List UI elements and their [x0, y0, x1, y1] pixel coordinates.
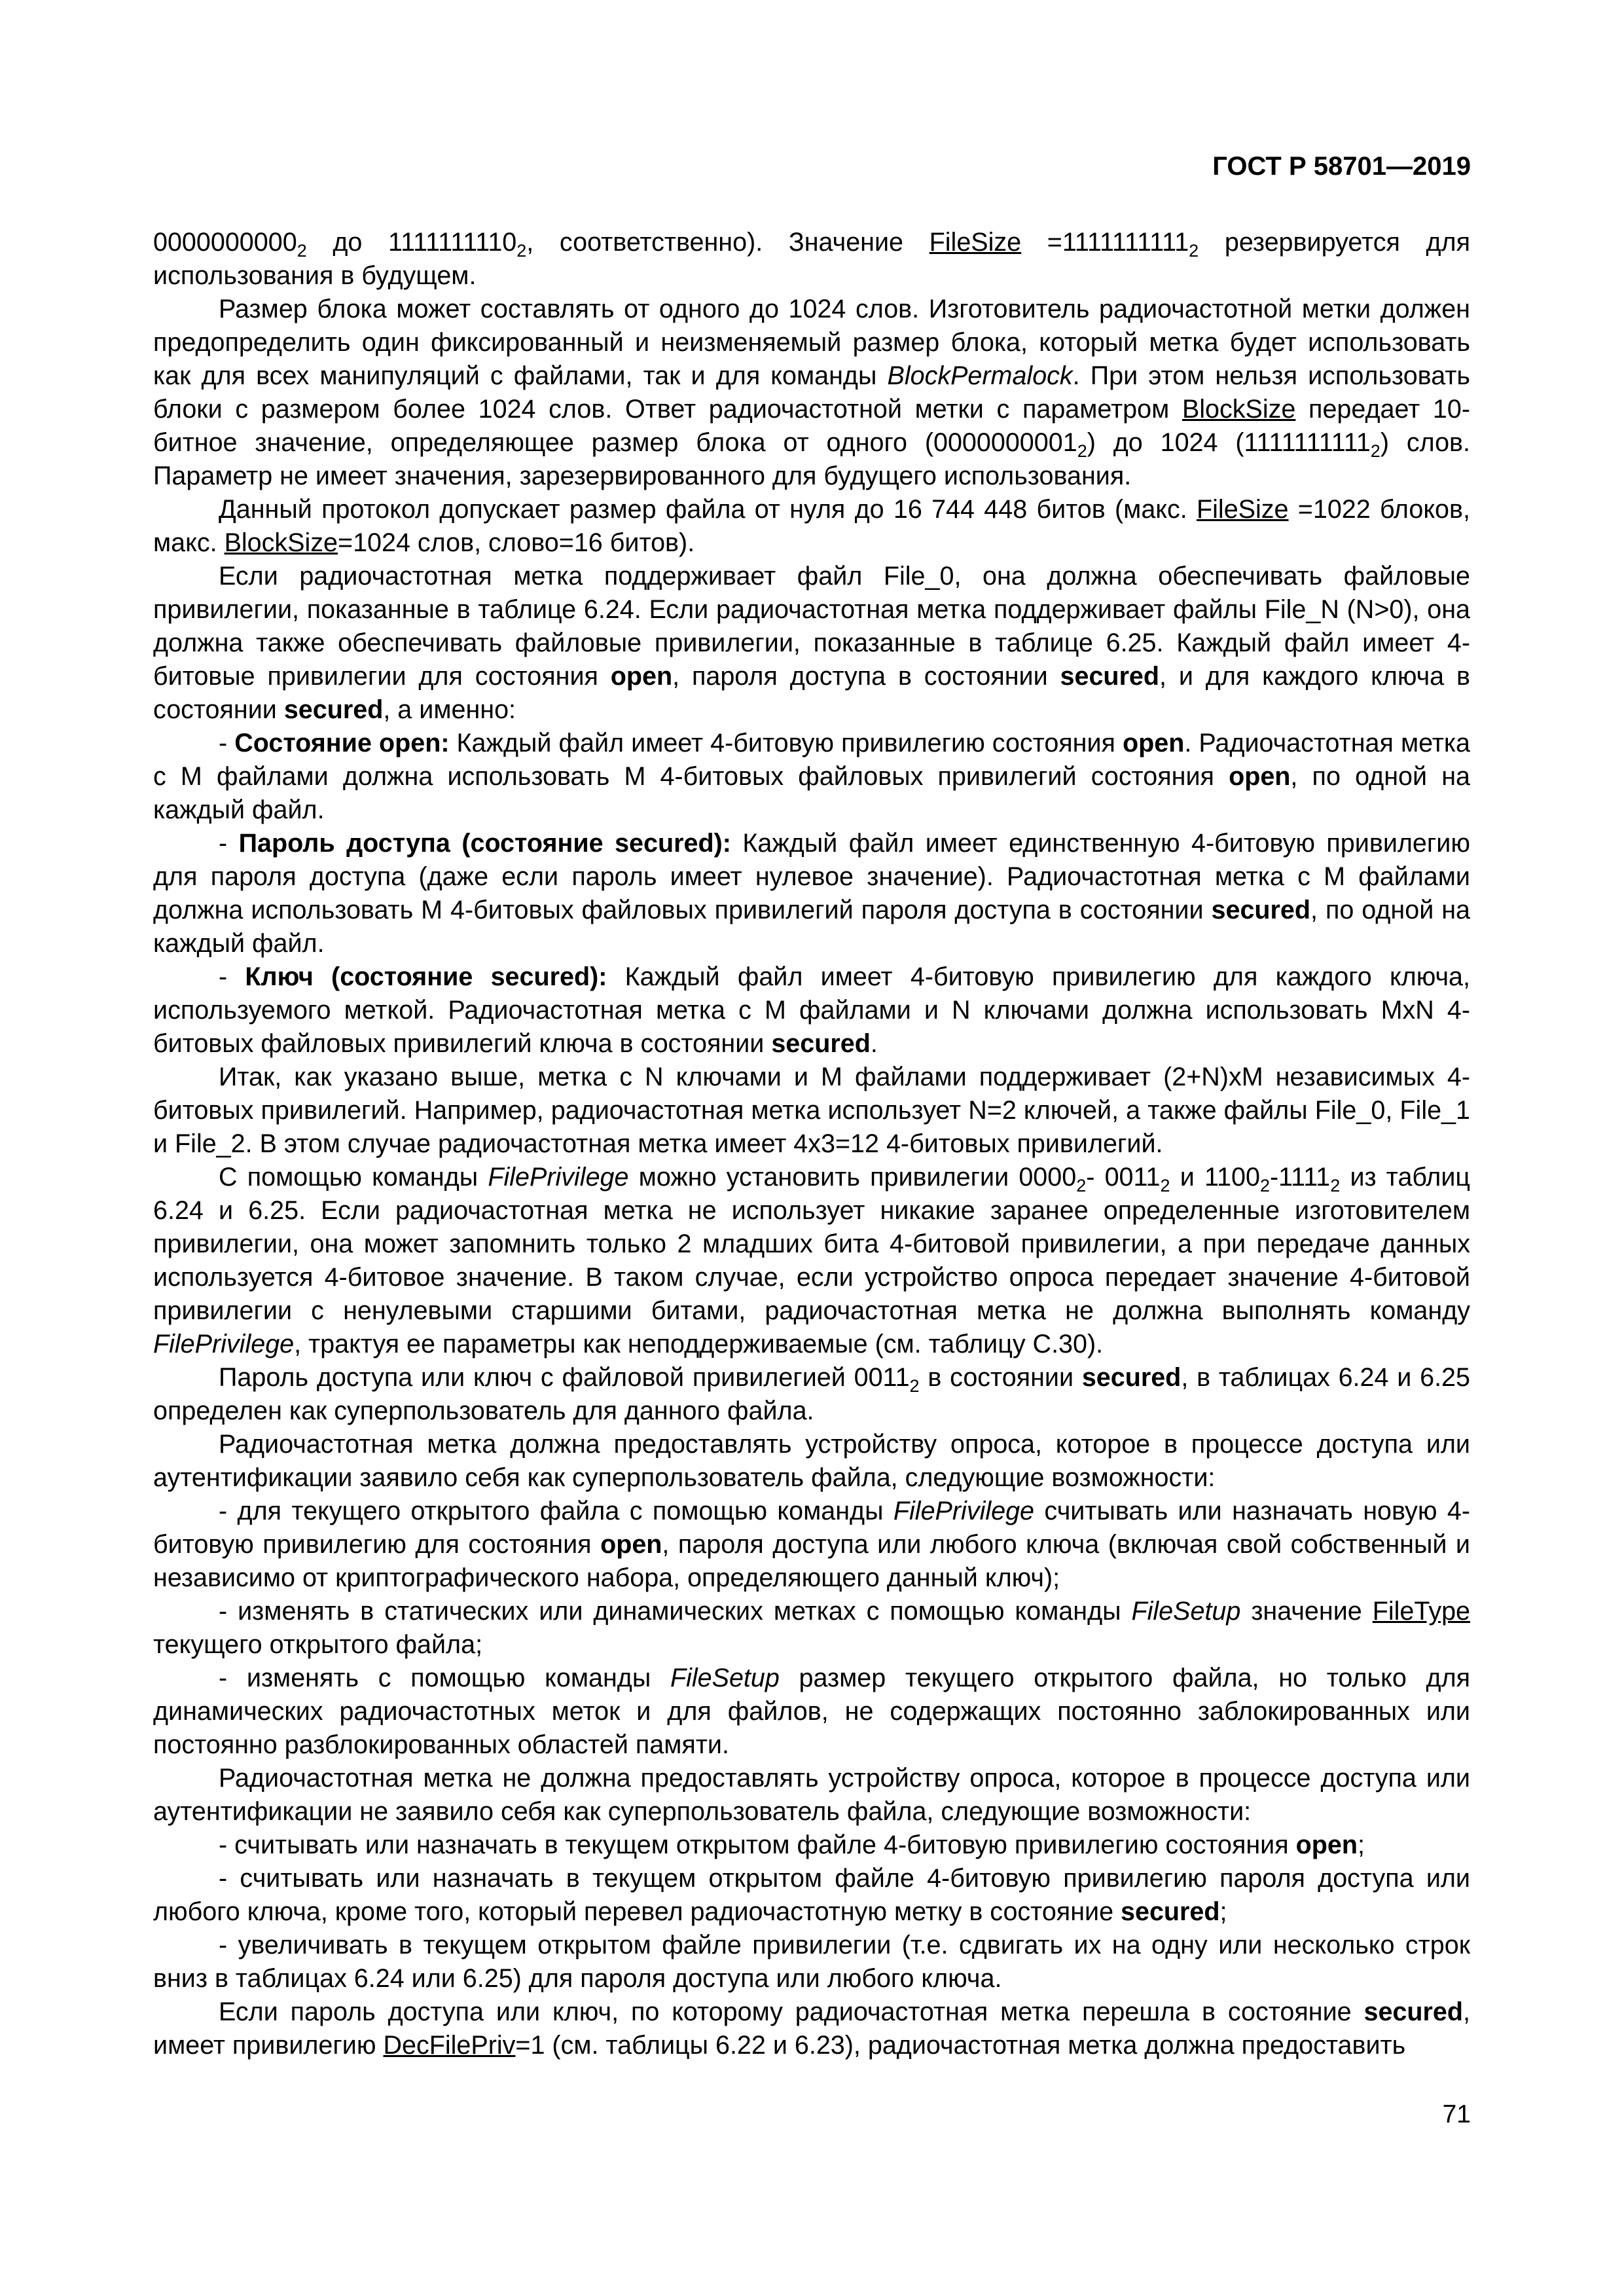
paragraph-1: $0000000000_2$ до $1111111110_2$, соответственно). Значение FileSize $=1111111111_2$ резервируется для использования в будущем. — [153, 228, 1470, 290]
list-item-superuser-1: - для текущего открытого файла с помощью команды FilePrivilege считывать или назначать новую 4-битовую привилегию для состояния open, пароля доступа или любого ключа (включая свой собственный и независимо от криптографического набора, определяющего данный ключ); — [153, 1497, 1471, 1592]
page-number: 71 — [1442, 2100, 1471, 2128]
paragraph-4: Если радиочастотная метка поддерживает файл File_0, она должна обеспечивать файловые привилегии, показанные в таблице 6.24. Если радиочастотная метка поддерживает файлы File_N (N>0), она должна также обеспечивать файловые привилегии, показанные в таблице 6.25. Каждый файл имеет 4-битовые привилегии для состояния open, пароля доступа в состоянии secured, и для каждого ключа в состоянии secured, а именно: — [153, 562, 1470, 724]
term-blocksize: BlockSize — [1182, 395, 1296, 424]
list-item-state-open: - Состояние open: Каждый файл имеет 4-битовую привилегию состояния open. Радиочастотная метка с M файлами должна использовать M 4-битовых файловых привилегий состояния open, по одной на каждый файл. — [153, 729, 1471, 824]
term-fileprivilege: FilePrivilege — [893, 1497, 1035, 1525]
paragraph-8: Итак, как указано выше, метка с N ключами и M файлами поддерживает (2+N)xM независимых 4-битовых привилегий. Например, радиочастотная метка использует N=2 ключей, а также файлы File_0, File_1 и File_2. В этом случае радиочастотная метка имеет 4x3=12 4-битовых привилегий. — [153, 1063, 1470, 1158]
paragraph-9: С помощью команды FilePrivilege можно установить привилегии $0000_2-$ $0011_2$ и $1100_2-1111_2$ из таблиц 6.24 и 6.25. Если радиочастотная метка не использует никакие заранее определенные изготовителем привилегии, она может запомнить только 2 младших бита 4-битовой привилегии, а при передаче данных используется 4-битовое значение. В таком случае, если устройство опроса передает значение 4-битовой привилегии с ненулевыми старшими битами, радиочастотная метка не должна выполнять команду FilePrivilege, трактуя ее параметры как неподдерживаемые (см. таблицу С.30). — [153, 1163, 1471, 1358]
document-body — [153, 226, 1470, 2062]
term-fileprivilege: FilePrivilege — [153, 1330, 295, 1358]
term-filesetup: FileSetup — [1131, 1597, 1241, 1626]
term-blocksize: BlockSize — [224, 528, 338, 557]
paragraph-3: Данный протокол допускает размер файла от нуля до 16 744 448 битов (макс. FileSize =1022 блоков, макс. BlockSize=1024 слов, слово=16 битов). — [153, 495, 1470, 557]
list-item-superuser-2: - изменять в статических или динамических метках с помощью команды FileSetup значение FileType текущего открытого файла; — [153, 1597, 1471, 1659]
term-fileprivilege: FilePrivilege — [488, 1163, 629, 1192]
paragraph-19: Если пароль доступа или ключ, по которому радиочастотная метка перешла в состояние secured, имеет привилегию DecFilePriv=1 (см. таблицы 6.22 и 6.23), радиочастотная метка должна предоставить — [153, 1997, 1470, 2060]
list-item-key: - Ключ (состояние secured): Каждый файл имеет 4-битовую привилегию для каждого ключа, используемого меткой. Радиочастотная метка с M файлами и N ключами должна использовать MxN 4-битовых файловых привилегий ключа в состоянии secured. — [153, 962, 1470, 1058]
term-decfilepriv: DecFilePriv — [383, 2031, 516, 2060]
list-item-password: - Пароль доступа (состояние secured): Каждый файл имеет единственную 4-битовую привилегию для пароля доступа (даже если пароль имеет нулевое значение). Радиочастотная метка с M файлами должна использовать M 4-битовых файловых привилегий пароля доступа в состоянии secured, по одной на каждый файл. — [153, 829, 1470, 958]
term-filesize: FileSize — [929, 228, 1022, 257]
document-header: ГОСТ Р 58701—2019 — [1212, 152, 1471, 181]
term-blockpermalock: BlockPermalock — [887, 361, 1073, 390]
paragraph-15: Радиочастотная метка не должна предоставлять устройству опроса, которое в процессе доступа или аутентификации не заявило себя как суперпользователь файла, следующие возможности: — [153, 1764, 1470, 1826]
paragraph-10: Пароль доступа или ключ с файловой привилегией $0011_2$ в состоянии secured, в таблицах 6.24 и 6.25 определен как суперпользователь для данного файла. — [153, 1363, 1470, 1425]
list-item-superuser-3: - изменять с помощью команды FileSetup размер текущего открытого файла, но только для динамических радиочастотных меток и для файлов, не содержащих постоянно заблокированных или постоянно разблокированных областей памяти. — [153, 1664, 1471, 1759]
list-item-nonsuper-3: - увеличивать в текущем открытом файле привилегии (т.е. сдвигать их на одну или несколько строк вниз в таблицах 6.24 или 6.25) для пароля доступа или любого ключа. — [153, 1931, 1470, 1993]
list-item-nonsuper-1: - считывать или назначать в текущем открытом файле 4-битовую привилегию состояния open; — [219, 1831, 1365, 1859]
term-filesetup: FileSetup — [670, 1664, 780, 1692]
term-filetype: FileType — [1372, 1597, 1471, 1626]
paragraph-2: Размер блока может составлять от одного до 1024 слов. Изготовитель радиочастотной метки должен предопределить один фиксированный и неизменяемый размер блока, который метка будет использовать как для всех манипуляций с файлами, так и для команды BlockPermalock. При этом нельзя использовать блоки с размером более 1024 слов. Ответ радиочастотной метки с параметром BlockSize передает 10-битное значение, определяющее размер блока от одного $(0000000001_2)$ до 1024 $(1111111111_2)$ слов. Параметр не имеет значения, зарезервированного для будущего использования. — [153, 295, 1471, 490]
list-item-nonsuper-2: - считывать или назначать в текущем открытом файле 4-битовую привилегию пароля доступа или любого ключа, кроме того, который перевел радиочастотную метку в состояние secured; — [153, 1864, 1470, 1926]
paragraph-11: Радиочастотная метка должна предоставлять устройству опроса, которое в процессе доступа или аутентификации заявило себя как суперпользователь файла, следующие возможности: — [153, 1430, 1470, 1492]
term-filesize: FileSize — [1197, 495, 1289, 524]
